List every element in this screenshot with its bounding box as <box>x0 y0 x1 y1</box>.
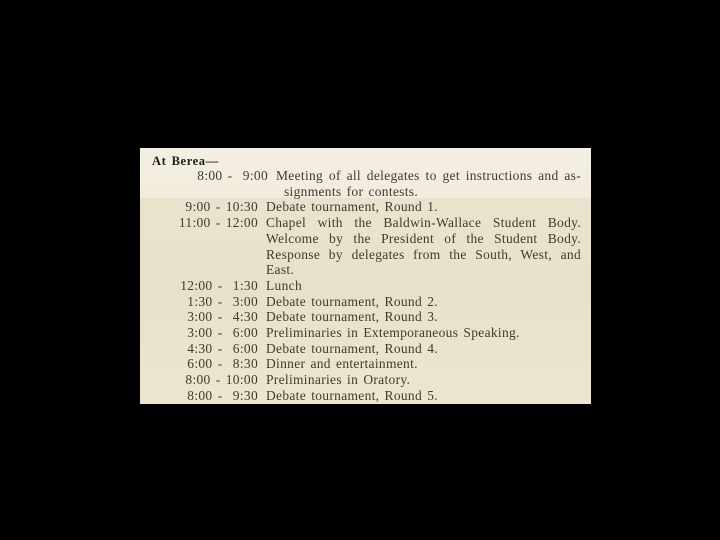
description-line: Debate tournament, Round 2. <box>266 293 438 309</box>
time-range: 4:30 - 6:00 <box>187 340 258 356</box>
schedule-list <box>150 168 581 404</box>
description-line: Debate tournament, Round 1. <box>266 199 438 215</box>
event-description <box>276 168 581 199</box>
schedule-row <box>150 278 581 294</box>
time-range: 1:30 - 3:00 <box>187 293 258 309</box>
time-range: 6:00 - 8:30 <box>187 356 258 372</box>
description-line: Debate tournament, Round 4. <box>266 340 438 356</box>
event-description <box>266 278 581 294</box>
description-line: Response by delegates from the South, West, and <box>266 246 581 262</box>
schedule-row <box>150 309 581 325</box>
schedule-row <box>150 199 581 215</box>
description-line: Chapel with the Baldwin-Wallace Student Body. <box>266 215 581 231</box>
schedule-row <box>150 356 581 372</box>
event-description <box>266 372 581 388</box>
schedule-content <box>140 148 591 404</box>
event-description <box>266 325 581 341</box>
description-line: Preliminaries in Oratory. <box>266 372 411 388</box>
time-range: 9:00 - 10:30 <box>185 199 258 215</box>
description-line: Debate tournament, Round 5. <box>266 387 438 403</box>
schedule-row <box>150 341 581 357</box>
page-title: At Berea— <box>152 154 219 168</box>
description-line: Welcome by the President of the Student Body. <box>266 230 581 246</box>
event-description <box>266 388 581 404</box>
time-range: 3:00 - 4:30 <box>187 309 258 325</box>
time-range: 8:00 - 9:30 <box>187 387 258 403</box>
description-line: Meeting of all delegates to get instructions and as- <box>276 168 581 183</box>
scanned-schedule-page <box>140 148 591 404</box>
time-range: 3:00 - 6:00 <box>187 325 258 341</box>
description-line: Debate tournament, Round 3. <box>266 309 438 325</box>
time-range: 12:00 - 1:30 <box>180 277 258 293</box>
schedule-row <box>150 215 581 278</box>
event-description <box>266 294 581 310</box>
description-line: signments for contests. <box>284 183 419 199</box>
event-description <box>266 199 581 215</box>
description-line: Preliminaries in Extemporaneous Speaking. <box>266 325 520 341</box>
description-line: Dinner and entertainment. <box>266 356 418 372</box>
time-range: 11:00 - 12:00 <box>178 215 258 231</box>
schedule-row <box>150 372 581 388</box>
event-description <box>266 309 581 325</box>
schedule-row <box>150 294 581 310</box>
description-line: East. <box>266 262 295 278</box>
time-range: 8:00 - 10:00 <box>185 372 258 388</box>
event-description <box>266 215 581 278</box>
schedule-row <box>150 388 581 404</box>
schedule-row <box>150 168 581 199</box>
schedule-row <box>150 325 581 341</box>
event-description <box>266 356 581 372</box>
description-line: Lunch <box>266 277 302 293</box>
time-range: 8:00 - 9:00 <box>197 168 268 183</box>
event-description <box>266 341 581 357</box>
